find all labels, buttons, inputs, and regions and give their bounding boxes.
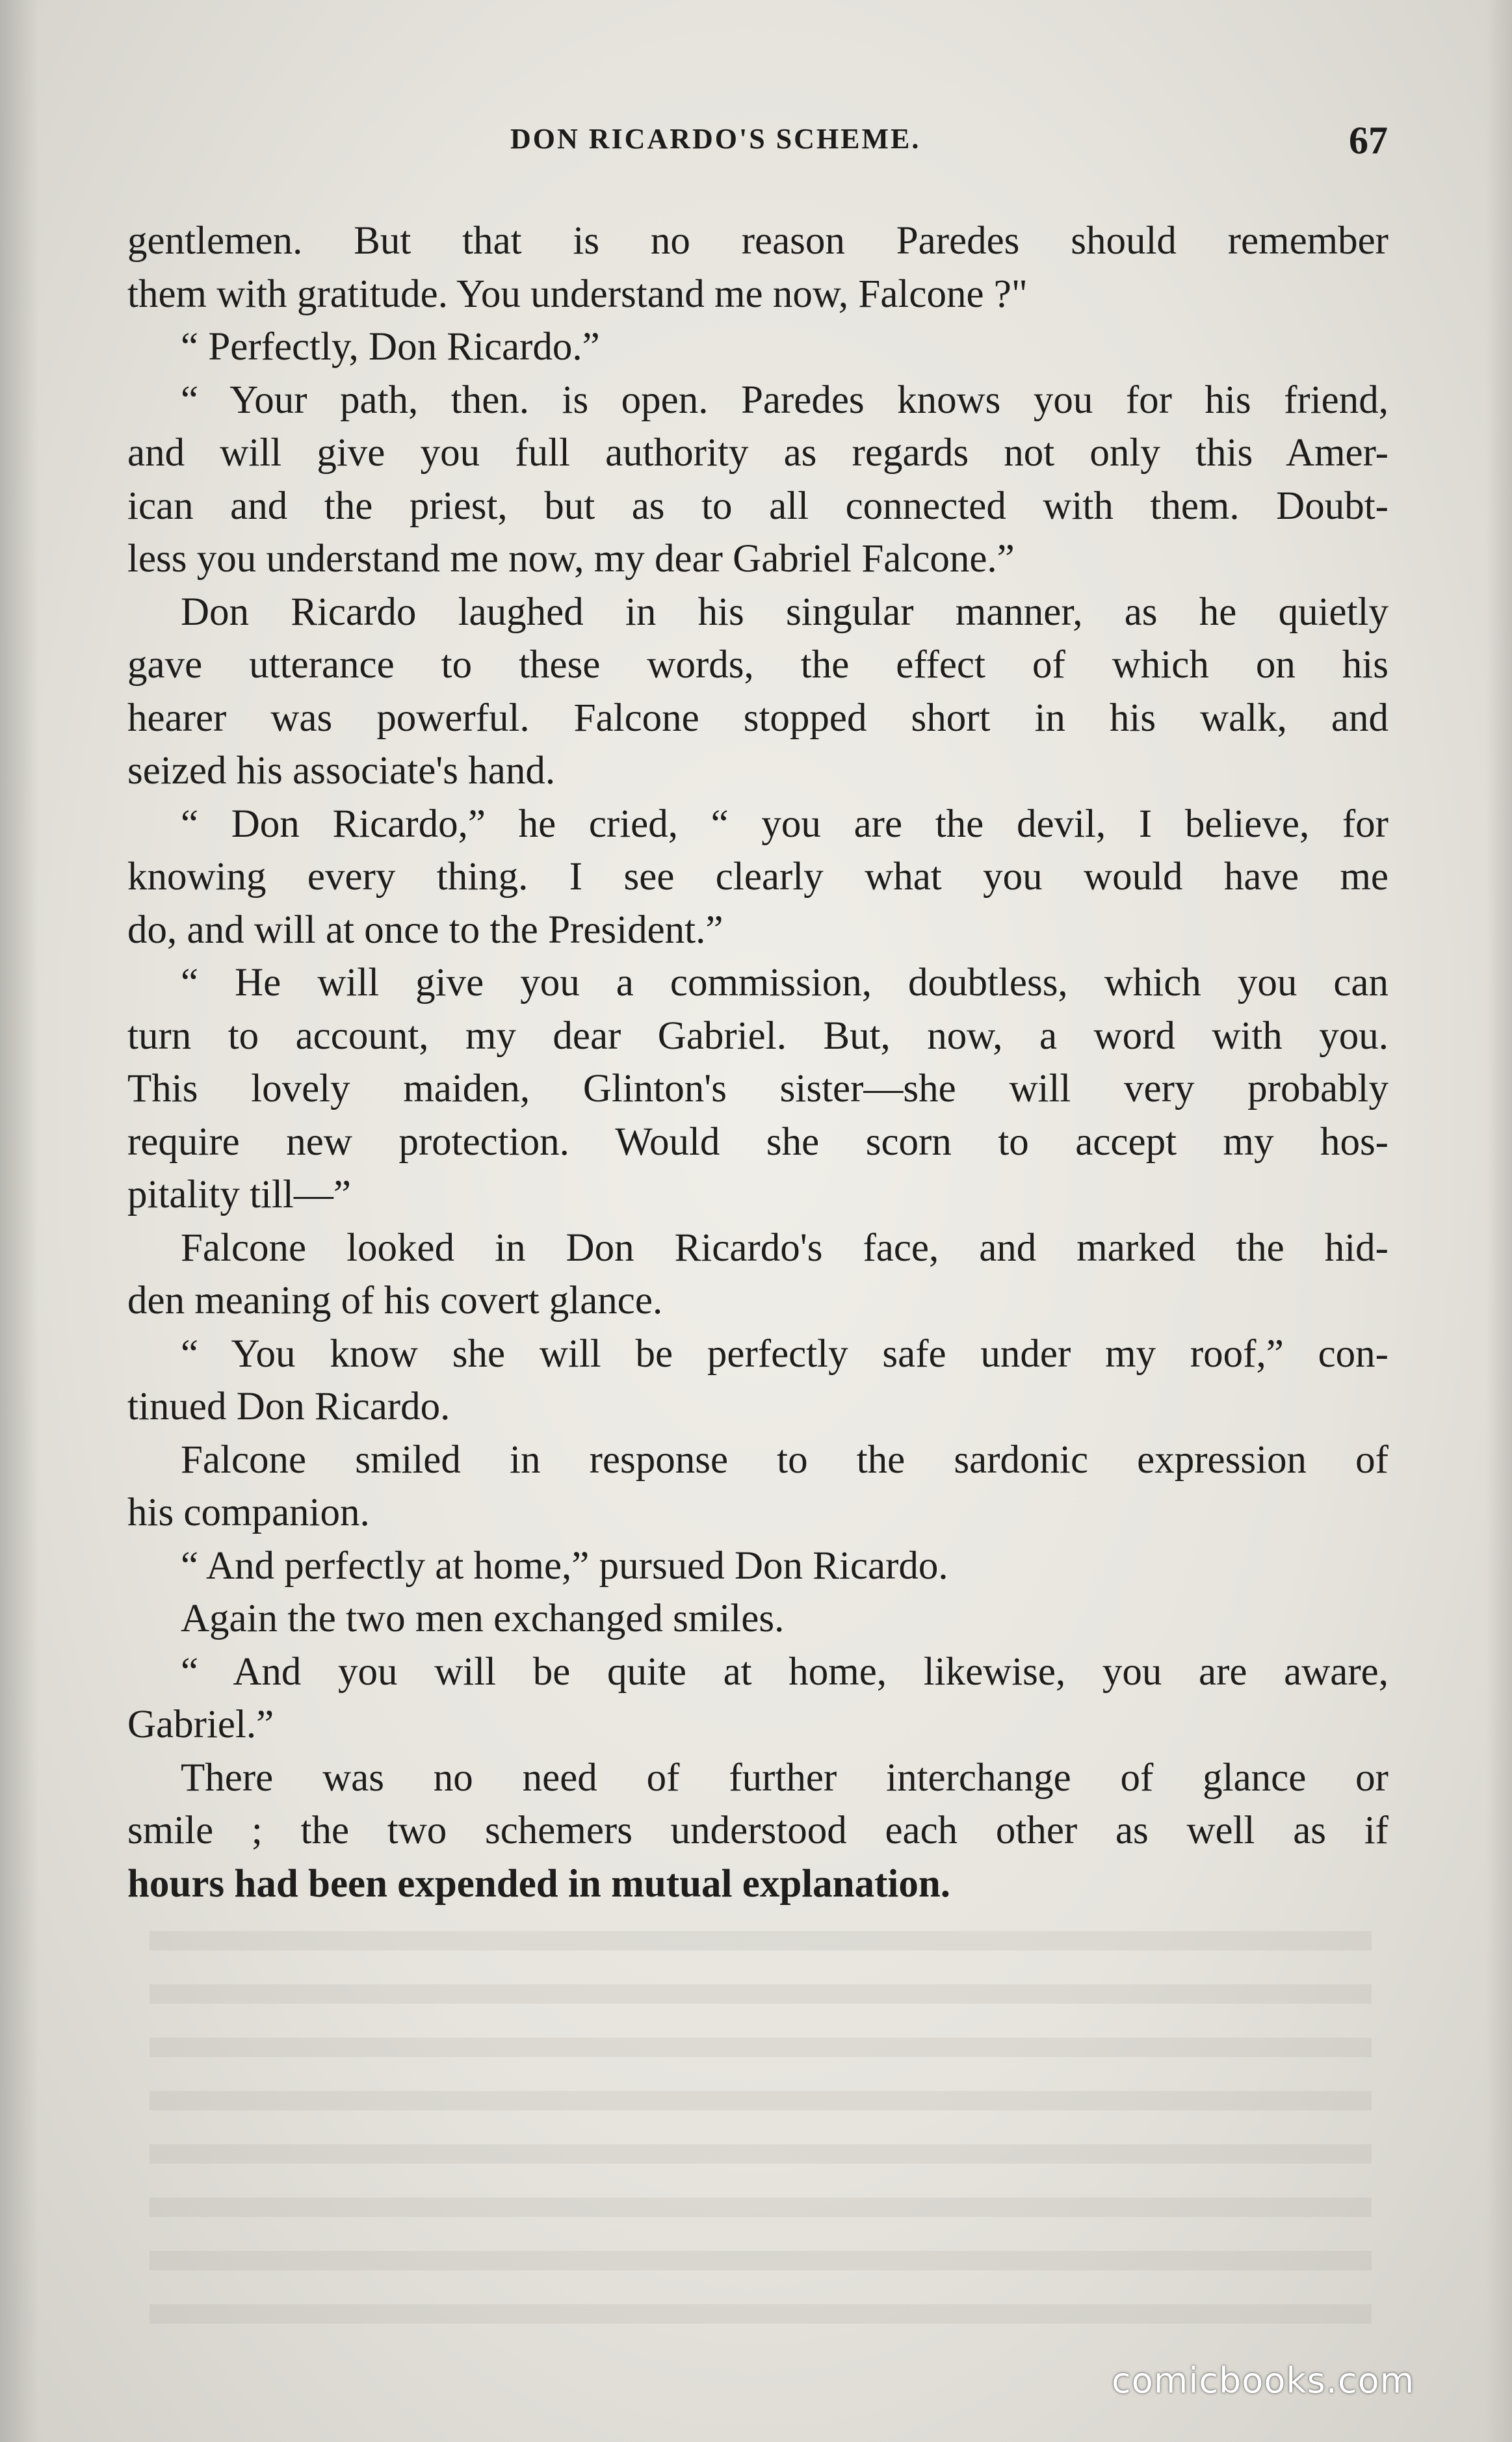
text-line: gentlemen. But that is no reason Paredes should remember xyxy=(127,219,1388,263)
text-line: knowing every thing. I see clearly what you would have me xyxy=(127,855,1388,899)
text-line: smile ; the two schemers understood each other as well as if xyxy=(127,1809,1388,1852)
text-line: Again the two men exchanged smiles. xyxy=(181,1597,785,1640)
text-line: “ Perfectly, Don Ricardo.” xyxy=(181,325,600,369)
text-line: This lovely maiden, Glinton's sister—she will very probably xyxy=(127,1067,1388,1110)
body-text xyxy=(127,215,1388,1910)
text-line: “ Your path, then. is open. Paredes knows you for his friend, xyxy=(181,378,1388,422)
text-line: “ He will give you a commission, doubtless, which you can xyxy=(181,961,1388,1004)
text-line: them with gratitude. You understand me now, Falcone ?" xyxy=(127,272,1028,316)
text-line: less you understand me now, my dear Gabriel Falcone.” xyxy=(127,537,1015,581)
text-line: and will give you full authority as regards not only this Amer- xyxy=(127,431,1388,475)
text-line: gave utterance to these words, the effect of which on his xyxy=(127,643,1388,687)
text-line: pitality till—” xyxy=(127,1173,351,1216)
text-line: hearer was powerful. Falcone stopped short in his walk, and xyxy=(127,696,1388,740)
text-line: Falcone smiled in response to the sardonic expression of xyxy=(181,1438,1388,1482)
running-title: DON RICARDO'S SCHEME. xyxy=(510,123,921,155)
text-line: Don Ricardo laughed in his singular manner, as he quietly xyxy=(181,590,1388,634)
text-line: Falcone looked in Don Ricardo's face, and marked the hid- xyxy=(181,1226,1388,1270)
text-line: “ And perfectly at home,” pursued Don Ricardo. xyxy=(181,1543,948,1588)
text-line: hours had been expended in mutual explanation. xyxy=(127,1861,951,1906)
spine-shadow xyxy=(0,0,39,2442)
text-line: “ And you will be quite at home, likewise, you are aware, xyxy=(181,1649,1388,1694)
text-line: turn to account, my dear Gabriel. But, now, a word with you. xyxy=(127,1014,1388,1058)
text-line: ican and the priest, but as to all connected with them. Doubt- xyxy=(127,484,1388,528)
text-line: tinued Don Ricardo. xyxy=(127,1385,450,1428)
text-line: his companion. xyxy=(127,1491,370,1534)
page-edge-shadow xyxy=(1486,0,1512,2442)
text-line: require new protection. Would she scorn to accept my hos- xyxy=(127,1120,1388,1164)
text-line: “ Don Ricardo,” he cried, “ you are the devil, I believe, for xyxy=(181,802,1388,846)
bleed-through-text xyxy=(150,1931,1372,2354)
text-line: do, and will at once to the President.” xyxy=(127,908,723,952)
text-line: “ You know she will be perfectly safe under my roof,” con- xyxy=(181,1332,1388,1376)
text-line: There was no need of further interchange of glance or xyxy=(181,1755,1388,1800)
text-line: seized his associate's hand. xyxy=(127,749,556,793)
text-line: den meaning of his covert glance. xyxy=(127,1279,663,1322)
text-line: Gabriel.” xyxy=(127,1703,274,1746)
running-head xyxy=(0,119,1512,168)
watermark: comicbooks.com xyxy=(1112,2360,1415,2401)
page-number: 67 xyxy=(1349,119,1388,162)
